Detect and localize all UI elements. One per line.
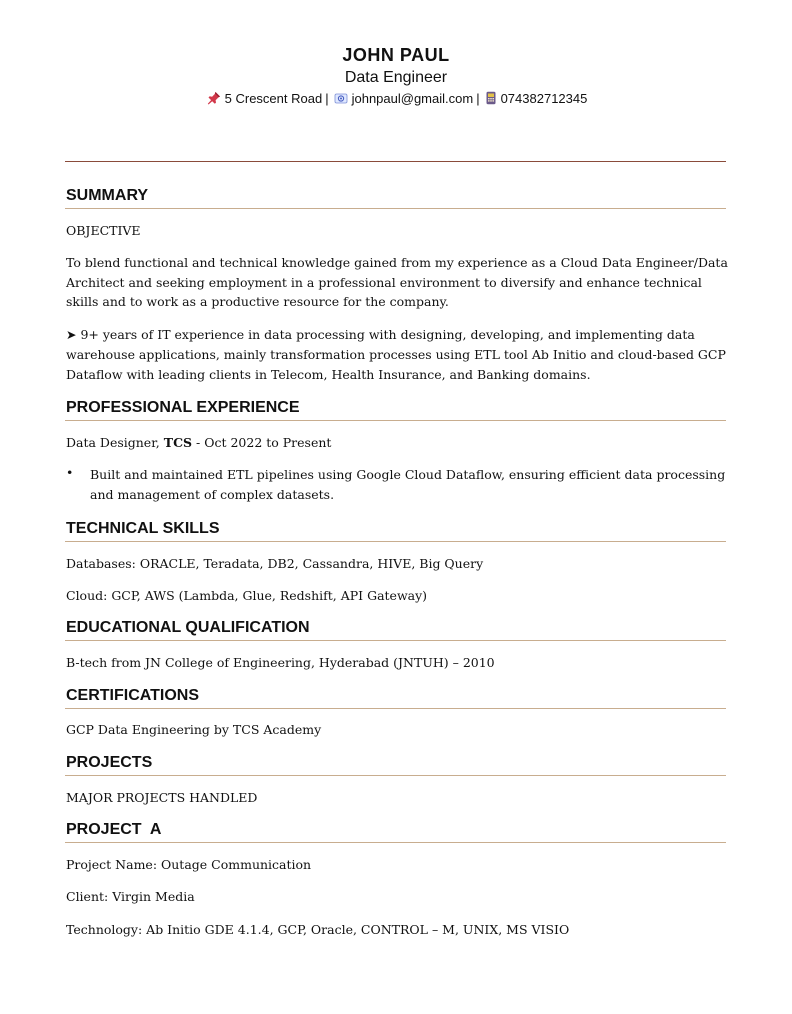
section-title-skills: TECHNICAL SKILLS xyxy=(66,520,220,537)
address-text: 5 Crescent Road xyxy=(224,91,323,106)
section-title-summary: SUMMARY xyxy=(66,187,149,204)
arrow-bullet-icon: ➤ xyxy=(66,327,77,342)
email-link[interactable]: johnpaul@gmail.com xyxy=(351,91,474,106)
section-title-experience: PROFESSIONAL EXPERIENCE xyxy=(66,399,300,416)
education-line: B-tech from JN College of Engineering, Hyderabad (JNTUH) – 2010 xyxy=(66,655,495,670)
skills-cloud: Cloud: GCP, AWS (Lambda, Glue, Redshift, API Gateway) xyxy=(66,588,428,603)
job-period: - Oct 2022 to Present xyxy=(192,435,332,450)
phone-icon xyxy=(485,91,497,108)
pushpin-icon xyxy=(207,91,221,108)
section-title-certifications: CERTIFICATIONS xyxy=(66,687,200,704)
project-technology: Technology: Ab Initio GDE 4.1.4, GCP, Oracle, CONTROL – M, UNIX, MS VISIO xyxy=(66,922,570,937)
phone-text: 074382712345 xyxy=(500,91,588,106)
section-rule xyxy=(65,640,726,641)
skills-databases: Databases: ORACLE, Teradata, DB2, Cassandra, HIVE, Big Query xyxy=(66,556,484,571)
section-title-projects: PROJECTS xyxy=(66,754,153,771)
summary-subheading: OBJECTIVE xyxy=(66,223,141,238)
section-rule xyxy=(65,541,726,542)
section-title-project-a: PROJECT A xyxy=(66,821,162,838)
email-icon xyxy=(334,91,348,108)
summary-highlight xyxy=(66,325,728,385)
experience-bullet: Built and maintained ETL pipelines using Google Cloud Dataflow, ensuring efficient data processing and management of complex datasets. xyxy=(90,467,726,502)
job-line xyxy=(66,433,728,453)
section-rule xyxy=(65,775,726,776)
candidate-role: Data Engineer xyxy=(344,69,448,86)
header-divider xyxy=(65,161,726,162)
project-client: Client: Virgin Media xyxy=(66,889,195,904)
job-role: Data Designer, xyxy=(66,435,164,450)
section-rule xyxy=(65,208,726,209)
job-company: TCS xyxy=(163,435,193,450)
section-rule xyxy=(65,420,726,421)
project-name: Project Name: Outage Communication xyxy=(66,857,312,872)
summary-highlight-text: 9+ years of IT experience in data processing with designing, developing, and implementing data warehouse applications, mainly transformation processes using ETL tool Ab Initio and cloud-based GCP Dataflow with leading clients in Telecom, Health Insurance, and Banking domains. xyxy=(66,327,726,382)
bullet-icon: • xyxy=(66,465,74,480)
candidate-name: JOHN PAUL xyxy=(342,45,450,65)
separator: | xyxy=(325,91,329,106)
projects-line: MAJOR PROJECTS HANDLED xyxy=(66,790,258,805)
section-rule xyxy=(65,842,726,843)
section-title-education: EDUCATIONAL QUALIFICATION xyxy=(66,619,310,636)
certification-line: GCP Data Engineering by TCS Academy xyxy=(66,722,322,737)
section-rule xyxy=(65,708,726,709)
summary-paragraph: To blend functional and technical knowledge gained from my experience as a Cloud Data Engineer/Data Architect and seeking employment in a professional environment to diversify and enhance technical skills and to work as a productive resource for the company. xyxy=(66,255,728,309)
contact-line xyxy=(0,91,792,108)
separator: | xyxy=(476,91,480,106)
